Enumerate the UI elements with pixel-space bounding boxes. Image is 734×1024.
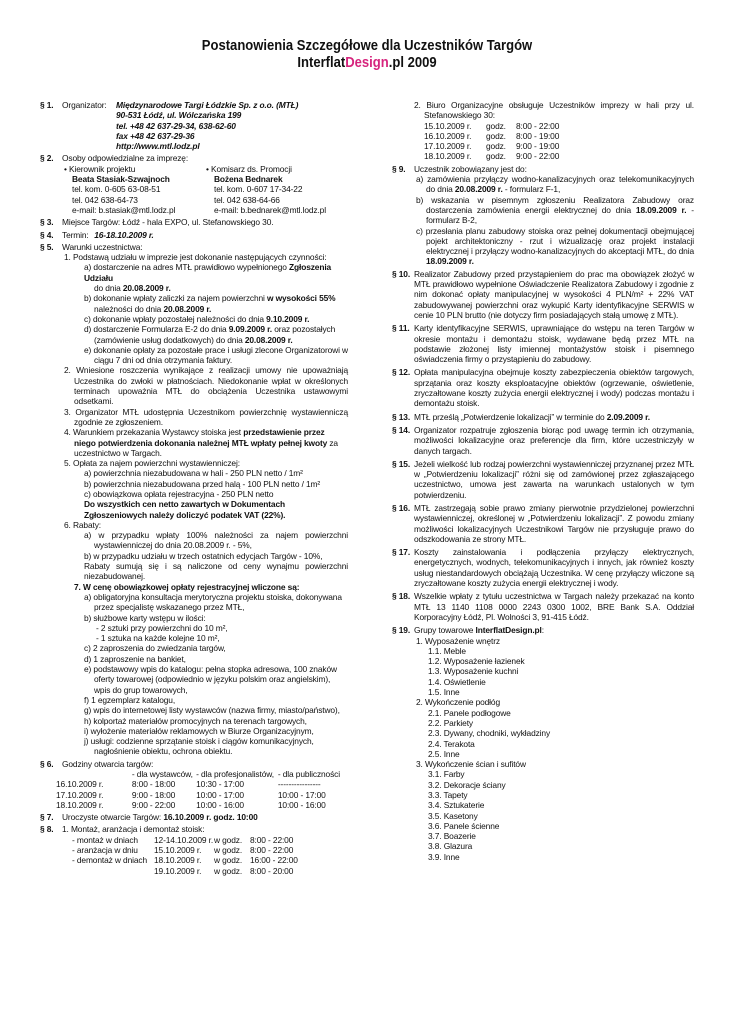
contact-role: • Komisarz ds. Promocji [206, 163, 292, 174]
item: g) wpis do internetowej listy wystawców (nazwa firmy, miasto/państwo), [84, 705, 340, 716]
section-number: § 11. [392, 323, 410, 334]
paragraph: 6. Rabaty: [64, 519, 101, 530]
deadline: 2.09.2009 r. [606, 411, 651, 422]
contact-phone2: tel. 042 638-64-66 [214, 194, 280, 205]
section-3 [40, 217, 348, 227]
brand-c: .pl 2009 [388, 55, 437, 71]
item: c) 2 zaproszenia do zwiedzania targów, [84, 643, 226, 654]
title-line1: Postanowienia Szczegółowe dla Uczestników Targów [201, 38, 533, 54]
section-4 [40, 230, 348, 240]
list-item: 3.6. Panele ścienne [428, 820, 500, 831]
list-item: 1.3. Wyposażenie kuchni [428, 666, 519, 677]
section-5 [40, 242, 348, 757]
section-14 [392, 425, 694, 456]
section-number: § 1. [40, 100, 54, 110]
list-item: 1.2. Wyposażenie łazienek [428, 656, 525, 667]
contact-phone: tel. kom. 0-607 17-34-22 [214, 184, 303, 195]
organizer-name: Międzynarodowe Targi Łódzkie Sp. z o.o. (MTŁ) [116, 100, 299, 110]
list-item: 2.1. Panele podłogowe [428, 707, 511, 718]
section-8-cont [392, 100, 694, 162]
list-item: 3.7. Boazerie [428, 831, 476, 842]
organizer-address: 90-531 Łódź, ul. Wólczańska 199 [116, 110, 242, 121]
item: e) podstawowy wpis do katalogu: pełna stopka adresowa, 100 znaków oferty towarowej (odpowiednio w języku polskim oraz angielskim), wpis do grup towarowych, [84, 664, 337, 695]
group-title: 2. Wykończenie podłóg [416, 697, 500, 708]
item: b) służbowe karty wstępu w ilości: [84, 612, 206, 623]
paragraph: 4. Warunkiem przekazania Wystawcy stoiska jest przedstawienie przez niego potwierdzenia dokonania należnej MTŁ wpłaty pełnej kwoty za uczestnictwo w Targach. [64, 427, 338, 458]
section-label: Uczestnik zobowiązany jest do: [414, 163, 527, 174]
list-item: 2.4. Terakota [428, 738, 475, 749]
item: c) przesłania planu zabudowy stoiska oraz pełnej dokumentacji obejmującej pojekt architektoniczny - rzut i wizualizację oraz projekt instalacji elektrycznej i przyłączy wodno-kanalizacyjnych do akceptacji MTŁ, do dnia 18.09.2009 r. [416, 225, 694, 267]
item: a) obligatoryjna konsultacja merytoryczna projektu stoiska, dokonywana przez specjalistę wskazanego przez MTŁ, [84, 591, 342, 613]
section-number: § 13. [392, 411, 411, 422]
section-label: Godziny otwarcia targów: [62, 758, 154, 769]
paragraph: 2. Biuro Organizacyjne obsługuje Uczestników imprezy w hali przy ul. Stefanowskiego 30: [414, 100, 694, 121]
section-text: Karty identyfikacyjne SERWIS, uprawniające do wstępu na teren Targów w okresie montażu i demontażu stoisk, wydawane będą przez MTŁ na podstawie złożonej listy imiennej montażystów stoisk i pisemnego oświadczenia firmy o przystąpieniu do zabudowy. [414, 323, 694, 365]
item: e) dokonanie opłaty za pozostałe prace i usługi zlecone Organizatorowi w ciągu 7 dni od dnia otrzymania faktury. [84, 344, 348, 366]
opening-value: 16.10.2009 r. godz. 10:00 [163, 812, 258, 823]
list-item: 3.1. Farby [428, 769, 465, 780]
document-title [37, 38, 698, 72]
organizer-url[interactable]: http://www.mtl.lodz.pl [116, 141, 200, 152]
office-hours-table: 15.10.2009 r. godz. 8:00 - 22:00 16.10.2009 r. godz. 8:00 - 19:00 17.10.2009 r. godz. 9:00 - 19:00 18.10.2009 r. godz. 9:00 - 22:00 [424, 120, 560, 162]
item: b) wskazania w pisemnym zgłoszeniu Realizatora Zabudowy oraz dostarczenia zamówienia energii elektrycznej do dnia 18.09.2009 r. - formularz B-2, [416, 194, 694, 226]
section-text: Opłata manipulacyjna obejmuje koszty zabezpieczenia obiektów targowych, sprzątania oraz koszty eksploatacyjne obiektów (ogrzewanie, oświetlenie, zryczałtowane koszty zużycia energii elektrycznej i wody) podczas montażu i demontażu stoisk. [414, 367, 694, 409]
organizer-tel: tel. +48 42 637-29-34, 638-62-60 [116, 120, 236, 131]
section-10 [392, 269, 694, 320]
list-item: 3.5. Kasetony [428, 810, 478, 821]
section-label: Osoby odpowiedzialne za imprezę: [62, 153, 189, 164]
group-title: 3. Wykończenie ścian i sufitów [416, 759, 526, 770]
item: - 2 sztuki przy powierzchni do 10 m², [96, 622, 228, 633]
section-number: § 17. [392, 547, 411, 558]
term-label: Termin: [62, 229, 89, 240]
paragraph: 1. Podstawą udziału w imprezie jest dokonanie następujących czynności: [64, 252, 327, 263]
contact-phone: tel. kom. 0-605 63-08-51 [72, 184, 161, 195]
brand-a: Interflat [297, 55, 346, 71]
section-text: Koszty zainstalowania i podłączenia przyłączy elektrycznych, energetycznych, wodnych, telekomunikacyjnych i innych, jak również koszty usług niestandardowych obciążają Uczestnika. W cenę przyłączy wliczone są zryczałtowane koszty zużycia energii elektrycznej i wody. [414, 547, 694, 589]
opening-label: Uroczyste otwarcie Targów: [62, 812, 162, 823]
item: - 1 sztuka na każde kolejne 10 m², [96, 633, 220, 644]
item: c) dokonanie wpłaty pozostałej należności do dnia 9.10.2009 r. [84, 313, 310, 324]
item: i) wyłożenie materiałów reklamowych w Biurze Organizacyjnym, [84, 725, 314, 736]
section-text: Wszelkie wpłaty z tytułu uczestnictwa w Targach należy przekazać na konto MTŁ 13 1140 1108 0000 2243 0300 1002, BRE Bank S.A. Oddział Korporacyjny Łódź, Pl. Wolności 3, 91-415 Łódź. [414, 591, 694, 622]
item: b) w przypadku udziału w trzech ostatnich edycjach Targów - 10%, [84, 550, 323, 561]
section-label: Grupy towarowe [414, 625, 476, 636]
section-text: Realizator Zabudowy przed przystąpieniem do prac ma obowiązek złożyć w MTŁ prawidłowo wypełnione Oświadczenie Realizatora Zabudowy i zgodnie z nim dokonać opłaty manipulacyjnej w wysokości 4 PLN/m² + 22% VAT zabudowywanej powierzchni oraz wykupić Karty identyfikacyjne SERWIS w cenie 10 PLN brutto (nie dotyczy firm posiadających stałą umowę z MTŁ). [414, 268, 694, 320]
section-6 [40, 759, 348, 810]
paragraph: 1. Montaż, aranżacja i demontaż stoisk: [62, 824, 205, 835]
title-line2 [37, 55, 698, 72]
section-text: MTŁ zastrzegają sobie prawo zmiany pierwotnie przydzielonej powierzchni wystawienniczej, określonej w „Potwierdzeniu lokalizacji”. Z powodu zmiany możliwości lokalizacyjnych Uczestnikowi Targów nie przysługuje prawo do odszkodowania ze strony MTŁ. [414, 502, 694, 544]
left-column [40, 100, 348, 877]
section-label: Warunki uczestnictwa: [62, 241, 143, 252]
section-number: § 2. [40, 153, 54, 164]
section-12 [392, 367, 694, 408]
item: b) dokonanie wpłaty zaliczki za najem powierzchni w wysokości 55% należności do dnia 20.08.2009 r. [84, 293, 336, 314]
paragraph: 3. Organizator MTŁ udostępnia Uczestnikom powierzchnię wystawienniczą zgodnie ze zgłoszeniem. [64, 406, 348, 427]
group-title: 1. Wyposażenie wnętrz [416, 635, 500, 646]
contact-phone2: tel. 042 638-64-73 [72, 194, 138, 205]
item: a) powierzchnia niezabudowana w hali - 250 PLN netto / 1m² [84, 468, 303, 479]
section-13 [392, 412, 694, 422]
col-head: - dla profesjonalistów, [196, 769, 274, 779]
section-text: Jeżeli wielkość lub rodzaj powierzchni wystawienniczej przyznanej przez MTŁ w „Potwierdzeniu lokalizacji” różni się od zamówionej przez zgłaszającego uczestnictwo, umowa jest zawarta na warunkach ustalonych w tym potwierdzeniu. [414, 458, 694, 500]
section-number: § 19. [392, 625, 411, 636]
col-head: - dla publiczności [277, 769, 340, 779]
section-number: § 3. [40, 217, 54, 228]
list-item: 1.4. Oświetlenie [428, 676, 486, 687]
contact-name: Beata Stasiak-Szwajnoch [72, 174, 170, 185]
organizer-fax: fax +48 42 637-29-36 [116, 130, 195, 141]
list-item: 3.9. Inne [428, 851, 460, 862]
item: Rabaty sumują się i są naliczone od ceny wynajmu powierzchni niezabudowanej. [84, 561, 348, 582]
section-text: Miejsce Targów: Łódź - hala EXPO, ul. Stefanowskiego 30. [62, 217, 274, 228]
list-item: 3.3. Tapety [428, 790, 468, 800]
item: a) dostarczenie na adres MTŁ prawidłowo wypełnionego Zgłoszenia Udziału do dnia 20.08.2009 r. [84, 262, 332, 294]
section-number: § 10. [392, 268, 411, 279]
section-15 [392, 459, 694, 500]
term-value: 16-18.10.2009 r. [94, 229, 154, 240]
section-7 [40, 812, 348, 822]
brand-name: InterflatDesign.pl [475, 625, 542, 636]
paragraph: 5. Opłata za najem powierzchni wystawienniczej: [64, 458, 240, 469]
paragraph: 2. Wniesione roszczenia wynikające z realizacji umowy nie upoważniają Uczestnika do zwłoki w płatnościach. Niedokonanie wpłat w określonych terminach upoważnia MTŁ do obciążenia Uczestnika ustawowymi odsetkami. [64, 365, 348, 407]
item: a) w przypadku wpłaty 100% należności za najem powierzchni wystawienniczej do dnia 20.08.2009 r. - 5%, [84, 530, 348, 551]
section-17 [392, 547, 694, 588]
section-number: § 12. [392, 367, 411, 378]
item: d) 1 zaproszenie na bankiet, [84, 653, 186, 664]
list-item: 3.8. Glazura [428, 841, 473, 852]
item: b) powierzchnia niezabudowana przed halą - 100 PLN netto / 1m² [84, 478, 321, 489]
section-text: MTŁ prześlą „Potwierdzenie lokalizacji” w terminie do [414, 411, 607, 422]
section-1 [40, 100, 348, 151]
section-number: § 6. [40, 758, 54, 769]
section-number: § 16. [392, 502, 411, 513]
section-number: § 7. [40, 812, 54, 823]
list-item: 1.5. Inne [428, 687, 460, 698]
list-item: 3.2. Dekoracje ściany [428, 779, 506, 790]
section-number: § 18. [392, 591, 411, 602]
section-8 [40, 824, 348, 875]
list-item: 2.5. Inne [428, 748, 460, 759]
organizer-label: Organizator: [62, 100, 107, 110]
product-group [414, 636, 694, 863]
item: d) dostarczenie Formularza E-2 do dnia 9.09.2009 r. oraz pozostałych (zamówienie usług dodatkowych) do dnia 20.08.2009 r. [84, 324, 336, 345]
contact-role: • Kierownik projektu [64, 163, 136, 174]
section-9 [392, 164, 694, 267]
contact-email[interactable]: e-mail: b.bednarek@mtl.lodz.pl [214, 204, 326, 215]
section-number: § 15. [392, 458, 411, 469]
right-column [392, 100, 694, 863]
item: j) usługi: codzienne sprzątanie stoisk i ciągów komunikacyjnych, nagłośnienie obiektu, ochrona obiektu. [84, 736, 314, 757]
item: a) zamówienia przyłączy wodno-kanalizacyjnych oraz telekomunikacyjnych do dnia 20.08.2009 r. - formularz F-1, [416, 174, 694, 195]
vat-note: Do wszystkich cen netto zawartych w Dokumentach Zgłoszeniowych należy doliczyć podatek VAT (22%). [84, 499, 286, 520]
section-text: Organizator rozpatruje zgłoszenia biorąc pod uwagę termin ich otrzymania, możliwości lokalizacyjne oraz preferencje dla firm, które uczestniczyły w danych targach. [414, 424, 694, 456]
col-head: - dla wystawców, [131, 769, 193, 779]
list-item: 1.1. Meble [428, 645, 466, 656]
section-number: § 14. [392, 424, 411, 435]
section-16 [392, 503, 694, 544]
item: f) 1 egzemplarz katalogu, [84, 694, 176, 705]
item: h) kolportaż materiałów promocyjnych na terenach targowych, [84, 715, 307, 726]
section-11 [392, 323, 694, 364]
contact-email[interactable]: e-mail: b.stasiak@mtl.lodz.pl [72, 204, 176, 215]
section-19: § 19. Grupy towarowe InterflatDesign.pl: 1. Wyposażenie wnętrz 1.1. Meble 1.2. Wyposażenie łazienek 1.3. Wyposażenie kuchni 1.4. Oświetlenie 1.5. Inne 2. Wykończenie podłóg 2.1. Panele podłogowe 2.2. Parkiety 2.3. Dywany, chodniki, wykładziny 2.4. Terakota 2.5. Inne 3. Wykończenie ścian i sufitów 3.1. Farby 3.2. Dekoracje ściany 3.3. Tapety 3.4. Sztukaterie 3.5. Kasetony 3.6. Panele ścienne 3.7. Boazerie 3.8. Glazura 3.9. Inne [392, 625, 694, 862]
opening-hours-table: - dla wystawców, - dla profesjonalistów, - dla publiczności 16.10.2009 r. 8:00 - 18:00 10:30 - 17:00 ---------------- 17.10.2009 r. 9:00 - 18:00 10:00 - 17:00 10:00 - 17:00 18.10.2009 r. 9:00 - 22:00 10:00 - 16:00 10:00 - 16:00 [56, 769, 348, 810]
section-2 [40, 153, 348, 215]
assembly-table: - montaż w dniach 12-14.10.2009 r. w godz. 8:00 - 22:00 - aranżacja w dniu 15.10.2009 r. w godz. 8:00 - 22:00 - demontaż w dniach 18.10.2009 r. w godz. 16:00 - 22:00 19.10.2009 r. w godz. 8:00 - 20:00 [72, 834, 298, 876]
item: c) obowiązkowa opłata rejestracyjna - 250 PLN netto [84, 488, 274, 499]
paragraph: 7. W cenę obowiązkowej opłaty rejestracyjnej wliczone są: [74, 581, 300, 592]
section-number: § 5. [40, 241, 54, 252]
brand-b: Design [345, 55, 389, 71]
section-number: § 9. [392, 163, 406, 174]
list-item: 2.2. Parkiety [428, 717, 473, 728]
contact-name: Bożena Bednarek [214, 174, 283, 185]
list-item: 3.4. Sztukaterie [428, 800, 485, 811]
section-number: § 4. [40, 229, 54, 240]
section-number: § 8. [40, 824, 54, 835]
list-item: 2.3. Dywany, chodniki, wykładziny [428, 728, 551, 739]
section-18 [392, 591, 694, 622]
